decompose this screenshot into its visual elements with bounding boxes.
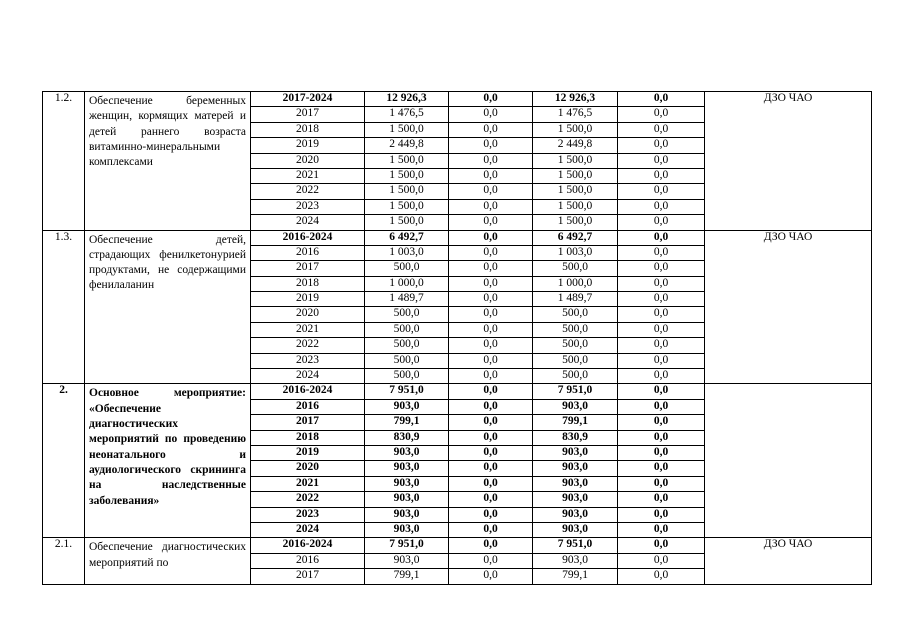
other-cell: 0,0 [618,353,705,368]
federal-cell: 0,0 [449,476,533,491]
year-cell: 2021 [251,168,365,183]
year-cell: 2022 [251,492,365,507]
year-cell: 2016-2024 [251,538,365,553]
other-cell: 0,0 [618,245,705,260]
other-cell: 0,0 [618,215,705,230]
year-cell: 2016 [251,553,365,568]
total-cell: 12 926,3 [365,92,449,107]
table-body [43,92,872,585]
table-row [43,230,872,245]
year-cell: 2019 [251,445,365,460]
federal-cell: 0,0 [449,215,533,230]
district-cell: 1 500,0 [533,215,618,230]
district-cell: 500,0 [533,261,618,276]
table-row [43,92,872,107]
year-cell: 2017-2024 [251,92,365,107]
other-cell: 0,0 [618,369,705,384]
total-cell: 903,0 [365,492,449,507]
other-cell: 0,0 [618,138,705,153]
total-cell: 500,0 [365,261,449,276]
other-cell: 0,0 [618,307,705,322]
total-cell: 1 003,0 [365,245,449,260]
district-cell: 1 500,0 [533,168,618,183]
district-cell: 500,0 [533,369,618,384]
item-number: 2. [43,384,85,538]
district-cell: 7 951,0 [533,384,618,399]
district-cell: 799,1 [533,415,618,430]
total-cell: 830,9 [365,430,449,445]
district-cell: 500,0 [533,322,618,337]
item-number: 2.1. [43,538,85,584]
district-cell: 1 500,0 [533,122,618,137]
total-cell: 1 489,7 [365,292,449,307]
federal-cell: 0,0 [449,245,533,260]
total-cell: 903,0 [365,522,449,537]
year-cell: 2016-2024 [251,384,365,399]
federal-cell: 0,0 [449,292,533,307]
year-cell: 2017 [251,107,365,122]
table-row [43,538,872,553]
federal-cell: 0,0 [449,138,533,153]
total-cell: 903,0 [365,461,449,476]
federal-cell: 0,0 [449,92,533,107]
federal-cell: 0,0 [449,430,533,445]
district-cell: 1 500,0 [533,199,618,214]
federal-cell: 0,0 [449,507,533,522]
total-cell: 1 500,0 [365,199,449,214]
other-cell: 0,0 [618,153,705,168]
other-cell: 0,0 [618,261,705,276]
year-cell: 2023 [251,507,365,522]
year-cell: 2024 [251,215,365,230]
other-cell: 0,0 [618,292,705,307]
year-cell: 2016-2024 [251,230,365,245]
other-cell: 0,0 [618,199,705,214]
total-cell: 500,0 [365,338,449,353]
table-row [43,384,872,399]
district-cell: 903,0 [533,492,618,507]
district-cell: 2 449,8 [533,138,618,153]
item-number: 1.2. [43,92,85,231]
district-cell: 903,0 [533,522,618,537]
year-cell: 2018 [251,122,365,137]
district-cell: 1 500,0 [533,153,618,168]
total-cell: 7 951,0 [365,538,449,553]
federal-cell: 0,0 [449,122,533,137]
year-cell: 2023 [251,353,365,368]
federal-cell: 0,0 [449,399,533,414]
year-cell: 2020 [251,307,365,322]
district-cell: 903,0 [533,476,618,491]
district-cell: 1 489,7 [533,292,618,307]
total-cell: 1 500,0 [365,184,449,199]
other-cell: 0,0 [618,92,705,107]
federal-cell: 0,0 [449,461,533,476]
district-cell: 7 951,0 [533,538,618,553]
federal-cell: 0,0 [449,553,533,568]
year-cell: 2018 [251,276,365,291]
year-cell: 2016 [251,245,365,260]
other-cell: 0,0 [618,476,705,491]
other-cell: 0,0 [618,276,705,291]
year-cell: 2024 [251,522,365,537]
year-cell: 2020 [251,461,365,476]
federal-cell: 0,0 [449,168,533,183]
executor-cell: ДЗО ЧАО [705,230,872,384]
district-cell: 500,0 [533,307,618,322]
other-cell: 0,0 [618,384,705,399]
year-cell: 2021 [251,476,365,491]
federal-cell: 0,0 [449,522,533,537]
district-cell: 903,0 [533,399,618,414]
year-cell: 2019 [251,292,365,307]
year-cell: 2022 [251,338,365,353]
district-cell: 1 476,5 [533,107,618,122]
other-cell: 0,0 [618,492,705,507]
district-cell: 1 000,0 [533,276,618,291]
total-cell: 903,0 [365,476,449,491]
item-description: Обеспечение беременных женщин, кормящих матерей и детей раннего возраста витаминно-минеральными комплексами [85,92,251,231]
total-cell: 1 500,0 [365,153,449,168]
total-cell: 799,1 [365,415,449,430]
other-cell: 0,0 [618,445,705,460]
total-cell: 6 492,7 [365,230,449,245]
other-cell: 0,0 [618,415,705,430]
other-cell: 0,0 [618,122,705,137]
total-cell: 1 476,5 [365,107,449,122]
year-cell: 2017 [251,261,365,276]
year-cell: 2016 [251,399,365,414]
federal-cell: 0,0 [449,353,533,368]
federal-cell: 0,0 [449,384,533,399]
year-cell: 2021 [251,322,365,337]
year-cell: 2019 [251,138,365,153]
other-cell: 0,0 [618,553,705,568]
district-cell: 799,1 [533,569,618,584]
federal-cell: 0,0 [449,338,533,353]
other-cell: 0,0 [618,538,705,553]
district-cell: 500,0 [533,338,618,353]
district-cell: 1 003,0 [533,245,618,260]
federal-cell: 0,0 [449,276,533,291]
other-cell: 0,0 [618,168,705,183]
total-cell: 7 951,0 [365,384,449,399]
other-cell: 0,0 [618,507,705,522]
item-description: Обеспечение детей, страдающих фенилкетонурией продуктами, не содержащими фенилаланин [85,230,251,384]
federal-cell: 0,0 [449,107,533,122]
federal-cell: 0,0 [449,199,533,214]
other-cell: 0,0 [618,230,705,245]
total-cell: 500,0 [365,307,449,322]
other-cell: 0,0 [618,322,705,337]
other-cell: 0,0 [618,522,705,537]
total-cell: 1 500,0 [365,122,449,137]
other-cell: 0,0 [618,338,705,353]
total-cell: 1 500,0 [365,215,449,230]
year-cell: 2017 [251,569,365,584]
federal-cell: 0,0 [449,492,533,507]
year-cell: 2024 [251,369,365,384]
federal-cell: 0,0 [449,322,533,337]
other-cell: 0,0 [618,461,705,476]
federal-cell: 0,0 [449,261,533,276]
other-cell: 0,0 [618,569,705,584]
district-cell: 500,0 [533,353,618,368]
federal-cell: 0,0 [449,230,533,245]
total-cell: 500,0 [365,322,449,337]
year-cell: 2018 [251,430,365,445]
total-cell: 903,0 [365,553,449,568]
total-cell: 1 000,0 [365,276,449,291]
district-cell: 903,0 [533,553,618,568]
federal-cell: 0,0 [449,445,533,460]
executor-cell: ДЗО ЧАО [705,538,872,584]
district-cell: 903,0 [533,445,618,460]
budget-table [42,91,872,585]
year-cell: 2022 [251,184,365,199]
executor-cell: ДЗО ЧАО [705,92,872,231]
year-cell: 2023 [251,199,365,214]
total-cell: 500,0 [365,353,449,368]
total-cell: 903,0 [365,507,449,522]
year-cell: 2017 [251,415,365,430]
executor-cell [705,384,872,538]
federal-cell: 0,0 [449,415,533,430]
total-cell: 903,0 [365,445,449,460]
federal-cell: 0,0 [449,569,533,584]
item-number: 1.3. [43,230,85,384]
total-cell: 1 500,0 [365,168,449,183]
other-cell: 0,0 [618,184,705,199]
total-cell: 2 449,8 [365,138,449,153]
district-cell: 903,0 [533,507,618,522]
other-cell: 0,0 [618,399,705,414]
district-cell: 903,0 [533,461,618,476]
district-cell: 830,9 [533,430,618,445]
other-cell: 0,0 [618,430,705,445]
total-cell: 903,0 [365,399,449,414]
item-description: Обеспечение диагностических мероприятий по [85,538,251,584]
federal-cell: 0,0 [449,538,533,553]
federal-cell: 0,0 [449,369,533,384]
federal-cell: 0,0 [449,307,533,322]
total-cell: 500,0 [365,369,449,384]
total-cell: 799,1 [365,569,449,584]
item-description: Основное мероприятие: «Обеспечение диагностических мероприятий по проведению неонатального и аудиологического скрининга на наследственные заболевания» [85,384,251,538]
district-cell: 12 926,3 [533,92,618,107]
year-cell: 2020 [251,153,365,168]
district-cell: 1 500,0 [533,184,618,199]
federal-cell: 0,0 [449,184,533,199]
other-cell: 0,0 [618,107,705,122]
district-cell: 6 492,7 [533,230,618,245]
federal-cell: 0,0 [449,153,533,168]
